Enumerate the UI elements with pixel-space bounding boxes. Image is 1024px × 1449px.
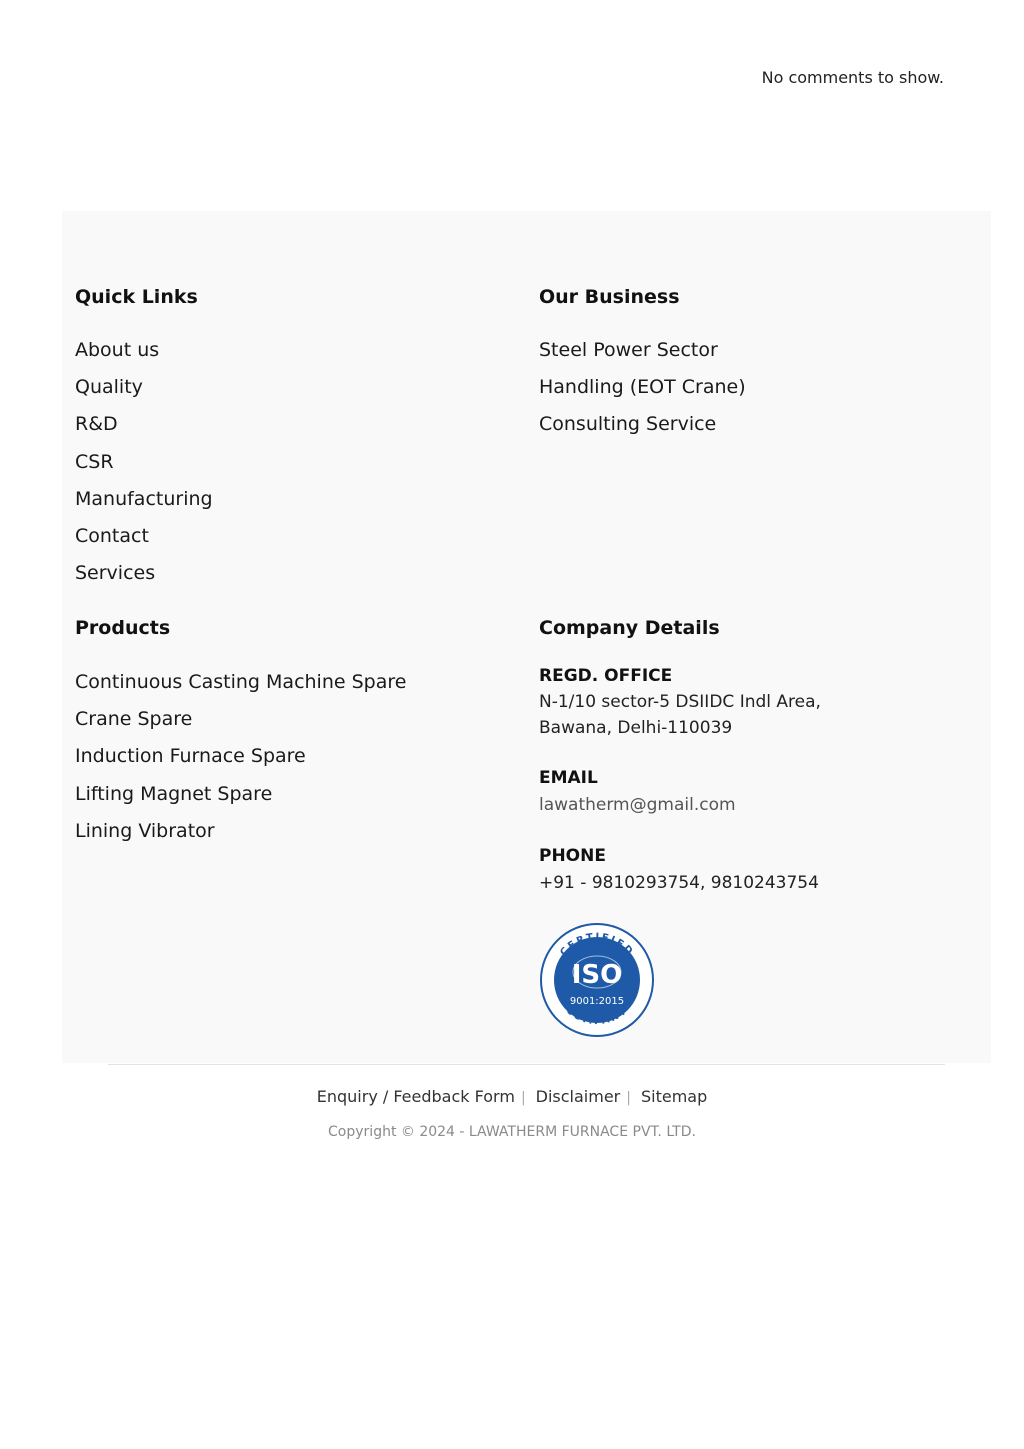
product-link-lining-vibrator[interactable]: Lining Vibrator (75, 819, 215, 842)
quick-link-contact[interactable]: Contact (75, 524, 149, 547)
quick-link-services[interactable]: Services (75, 562, 156, 585)
separator: | (520, 1090, 526, 1106)
bottom-links (0, 1087, 1024, 1106)
phone-label: PHONE (539, 846, 606, 866)
separator: | (626, 1090, 631, 1106)
quick-link-manufacturing[interactable]: Manufacturing (75, 487, 213, 510)
quick-links-title: Quick Links (75, 286, 198, 308)
company-details-title: Company Details (539, 617, 720, 639)
enquiry-feedback-link[interactable]: Enquiry / Feedback Form (316, 1087, 515, 1106)
disclaimer-link[interactable]: Disclaimer (535, 1087, 621, 1106)
office-address-line2: Bawana, Delhi-110039 (539, 718, 733, 738)
iso-center-text: ISO (571, 960, 623, 990)
iso-badge-graphic (539, 922, 655, 1038)
business-link-consulting[interactable]: Consulting Service (539, 413, 717, 436)
quick-link-rnd[interactable]: R&D (75, 413, 118, 436)
footer-divider (108, 1064, 945, 1065)
regd-office-label: REGD. OFFICE (539, 666, 673, 686)
business-link-steel-power[interactable]: Steel Power Sector (539, 339, 718, 361)
products-list (75, 669, 406, 855)
email-label: EMAIL (539, 768, 598, 788)
business-link-handling[interactable]: Handling (EOT Crane) (539, 376, 746, 399)
products-title: Products (75, 617, 171, 639)
email-link[interactable]: lawatherm@gmail.com (539, 795, 736, 815)
our-business-list (539, 337, 746, 449)
quick-link-quality[interactable]: Quality (75, 376, 143, 399)
product-link-ccm-spare[interactable]: Continuous Casting Machine Spare (75, 671, 407, 693)
product-link-induction-furnace[interactable]: Induction Furnace Spare (75, 745, 306, 768)
office-address-line1: N-1/10 sector-5 DSIIDC Indl Area, (539, 692, 821, 712)
no-comments-note: No comments to show. (761, 68, 944, 87)
iso-bottom-text: COMPANY (563, 1004, 631, 1028)
our-business-title: Our Business (539, 286, 680, 308)
quick-links-list (75, 337, 213, 597)
iso-certified-badge (539, 922, 655, 1038)
iso-standard-text: 9001:2015 (569, 996, 625, 1007)
sitemap-link[interactable]: Sitemap (640, 1087, 708, 1106)
footer-panel (62, 211, 991, 1063)
quick-link-about-us[interactable]: About us (75, 339, 160, 361)
quick-link-csr[interactable]: CSR (75, 450, 114, 473)
phone-numbers: +91 - 9810293754, 9810243754 (539, 873, 819, 893)
iso-top-text: CERTIFIED (558, 931, 636, 959)
product-link-lifting-magnet[interactable]: Lifting Magnet Spare (75, 782, 273, 805)
copyright-text: Copyright © 2024 - LAWATHERM FURNACE PVT. LTD. (328, 1124, 696, 1140)
product-link-crane-spare[interactable]: Crane Spare (75, 708, 193, 731)
